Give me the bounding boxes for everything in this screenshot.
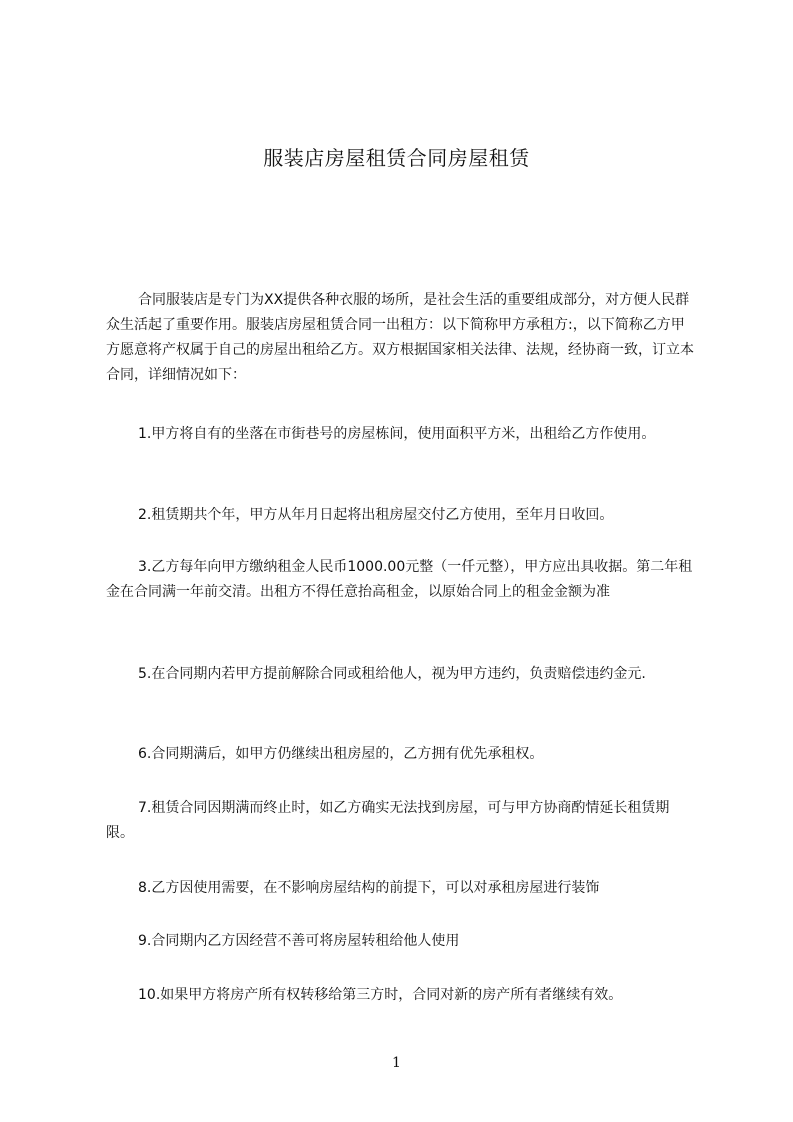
clause-8: 8.乙方因使用需要，在不影响房屋结构的前提下，可以对承租房屋进行装饰 — [138, 880, 600, 896]
clause-1: 1.甲方将自有的坐落在市街巷号的房屋栋间，使用面积平方米，出租给乙方作使用。 — [138, 426, 656, 442]
intro-paragraph: 合同服装店是专门为XX提供各种衣服的场所，是社会生活的重要组成部分，对方便人民群众生活起了重要作用。服装店房屋租赁合同一出租方：以下简称甲方承租方:，以下简称乙方甲方愿意将产权属于自己的房屋出租给乙方。双方根据国家相关法律、法规，经协商一致，订立本合同，详细情况如下： — [106, 292, 694, 383]
clause-7: 7.租赁合同因期满而终止时，如乙方确实无法找到房屋，可与甲方协商酌情延长租赁期限。 — [106, 800, 670, 841]
clause-9: 9.合同期内乙方因经营不善可将房屋转租给他人使用 — [138, 933, 460, 949]
clause-6: 6.合同期满后，如甲方仍继续出租房屋的，乙方拥有优先承租权。 — [138, 746, 544, 762]
clause-3: 3.乙方每年向甲方缴纳租金人民币1000.00元整（一仟元整），甲方应出具收据。第二年租金在合同满一年前交清。出租方不得任意抬高租金，以原始合同上的租金金额为准 — [106, 559, 693, 600]
clause-10: 10.如果甲方将房产所有权转移给第三方时，合同对新的房产所有者继续有效。 — [138, 987, 623, 1003]
clause-5: 5.在合同期内若甲方提前解除合同或租给他人，视为甲方违约，负责赔偿违约金元. — [138, 666, 646, 682]
document-title: 服装店房屋租赁合同房屋租赁 — [263, 146, 530, 170]
page-number: 1 — [392, 1055, 401, 1071]
clause-2: 2.租赁期共个年，甲方从年月日起将出租房屋交付乙方使用，至年月日收回。 — [138, 507, 614, 523]
